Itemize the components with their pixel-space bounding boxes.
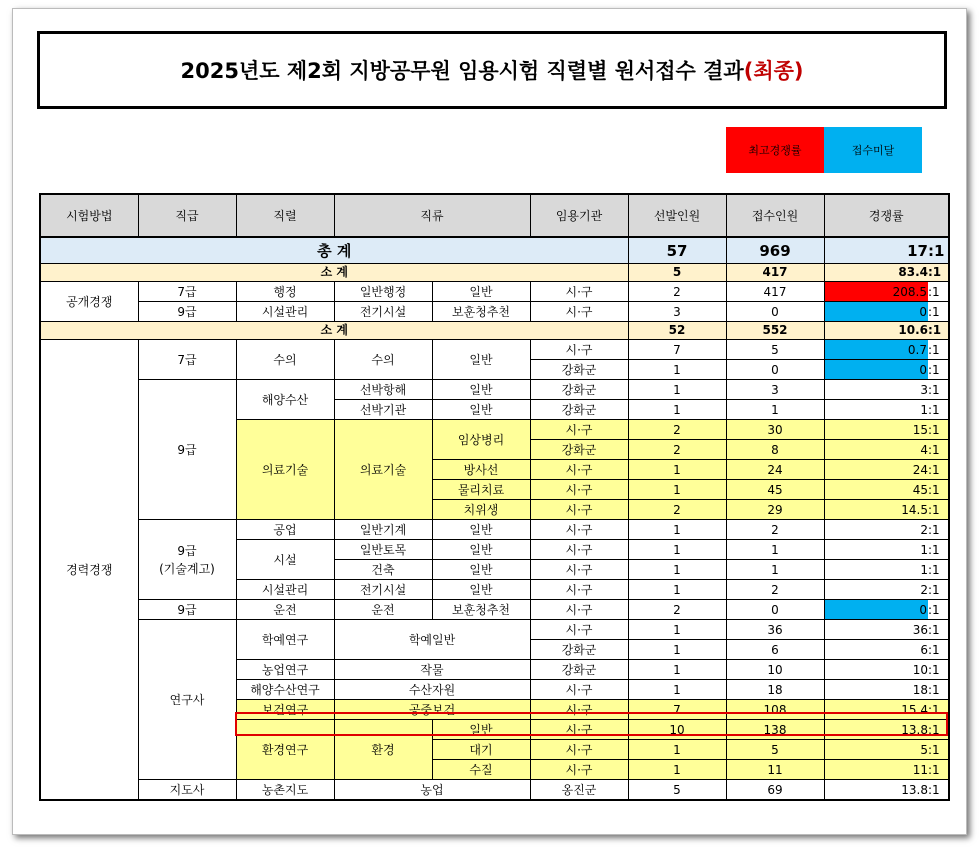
ratio-cell: 15 :1 — [824, 420, 949, 440]
agency-cell: 강화군 — [530, 660, 628, 680]
ratio-cell: 6 :1 — [824, 640, 949, 660]
selected-cell: 1 — [628, 380, 726, 400]
ratio-cell: 2 :1 — [824, 580, 949, 600]
applied-cell: 45 — [726, 480, 824, 500]
applied-cell: 69 — [726, 780, 824, 801]
selected-cell: 1 — [628, 560, 726, 580]
method-cell: 경력경쟁 — [40, 340, 138, 801]
subtotal-row — [40, 264, 949, 282]
class-cell: 일반기계 — [334, 520, 432, 540]
ratio-cell: 1 :1 — [824, 560, 949, 580]
applied-cell: 108 — [726, 700, 824, 720]
total-applied: 969 — [726, 237, 824, 264]
agency-cell: 강화군 — [530, 380, 628, 400]
header-applied: 접수인원 — [726, 194, 824, 237]
agency-cell: 시·구 — [530, 680, 628, 700]
applied-cell: 0 — [726, 360, 824, 380]
agency-cell: 강화군 — [530, 360, 628, 380]
subtotal-applied: 552 — [726, 322, 824, 340]
ratio-cell: 5 :1 — [824, 740, 949, 760]
sub-cell: 일반 — [432, 380, 530, 400]
total-selected: 57 — [628, 237, 726, 264]
applied-cell: 8 — [726, 440, 824, 460]
ratio-cell: 0 :1 — [824, 302, 949, 322]
applied-cell: 29 — [726, 500, 824, 520]
class-cell: 선박항해 — [334, 380, 432, 400]
selected-cell: 7 — [628, 340, 726, 360]
series-cell: 의료기술 — [236, 420, 334, 520]
selected-cell: 1 — [628, 640, 726, 660]
series-cell: 시설관리 — [236, 580, 334, 600]
class-cell: 의료기술 — [334, 420, 432, 520]
class-cell: 운전 — [334, 600, 432, 620]
title-main: 2025년도 제2회 지방공무원 임용시험 직렬별 원서접수 결과 — [180, 59, 744, 83]
table-row — [40, 302, 949, 322]
applied-cell: 138 — [726, 720, 824, 740]
selected-cell: 5 — [628, 780, 726, 801]
ratio-cell: 15.4 :1 — [824, 700, 949, 720]
agency-cell: 시·구 — [530, 340, 628, 360]
ratio-cell: 13.8 :1 — [824, 780, 949, 801]
applied-cell: 6 — [726, 640, 824, 660]
class-cell: 학예일반 — [334, 620, 530, 660]
subtotal-selected: 5 — [628, 264, 726, 282]
total-row — [40, 237, 949, 264]
series-cell: 농업연구 — [236, 660, 334, 680]
agency-cell: 시·구 — [530, 740, 628, 760]
agency-cell: 시·구 — [530, 580, 628, 600]
class-cell: 환경 — [334, 720, 432, 780]
series-cell: 수의 — [236, 340, 334, 380]
grade-cell: 7급 — [138, 282, 236, 302]
agency-cell: 시·구 — [530, 302, 628, 322]
series-cell: 시설관리 — [236, 302, 334, 322]
sub-cell: 물리치료 — [432, 480, 530, 500]
sub-cell: 일반 — [432, 720, 530, 740]
total-ratio: 17 :1 — [824, 237, 949, 264]
agency-cell: 시·구 — [530, 600, 628, 620]
series-cell: 해양수산연구 — [236, 680, 334, 700]
grade-cell: 9급 — [138, 600, 236, 620]
sub-cell: 방사선 — [432, 460, 530, 480]
selected-cell: 2 — [628, 440, 726, 460]
total-label: 총 계 — [40, 237, 628, 264]
selected-cell: 1 — [628, 520, 726, 540]
ratio-cell: 4 :1 — [824, 440, 949, 460]
selected-cell: 1 — [628, 680, 726, 700]
ratio-cell: 10 :1 — [824, 660, 949, 680]
class-cell: 건축 — [334, 560, 432, 580]
subtotal-applied: 417 — [726, 264, 824, 282]
grade-cell: 7급 — [138, 340, 236, 380]
grade-line-2: (기술계고) — [159, 561, 215, 576]
applied-cell: 0 — [726, 302, 824, 322]
ratio-cell: 45 :1 — [824, 480, 949, 500]
sub-cell: 일반 — [432, 520, 530, 540]
selected-cell: 1 — [628, 580, 726, 600]
grade-cell: 지도사 — [138, 780, 236, 801]
agency-cell: 시·구 — [530, 420, 628, 440]
subtotal-label: 소 계 — [40, 264, 628, 282]
selected-cell: 1 — [628, 360, 726, 380]
table-row — [40, 380, 949, 400]
class-cell: 일반토목 — [334, 540, 432, 560]
agency-cell: 시·구 — [530, 620, 628, 640]
series-cell: 보건연구 — [236, 700, 334, 720]
ratio-cell: 11 :1 — [824, 760, 949, 780]
selected-cell: 2 — [628, 500, 726, 520]
selected-cell: 1 — [628, 740, 726, 760]
agency-cell: 강화군 — [530, 400, 628, 420]
ratio-cell: 2 :1 — [824, 520, 949, 540]
class-cell: 공중보건 — [334, 700, 530, 720]
page-title — [37, 31, 947, 109]
header-selected: 선발인원 — [628, 194, 726, 237]
selected-cell: 1 — [628, 460, 726, 480]
selected-cell: 1 — [628, 480, 726, 500]
series-cell: 행정 — [236, 282, 334, 302]
method-cell: 공개경쟁 — [40, 282, 138, 322]
agency-cell: 시·구 — [530, 700, 628, 720]
table-row — [40, 600, 949, 620]
sub-cell: 치위생 — [432, 500, 530, 520]
class-cell: 전기시설 — [334, 580, 432, 600]
selected-cell: 10 — [628, 720, 726, 740]
agency-cell: 시·구 — [530, 760, 628, 780]
series-cell: 공업 — [236, 520, 334, 540]
ratio-cell: 24 :1 — [824, 460, 949, 480]
selected-cell: 2 — [628, 420, 726, 440]
selected-cell: 1 — [628, 660, 726, 680]
agency-cell: 강화군 — [530, 640, 628, 660]
selected-cell: 1 — [628, 540, 726, 560]
sub-cell: 보훈청추천 — [432, 302, 530, 322]
applied-cell: 1 — [726, 560, 824, 580]
applied-cell: 2 — [726, 580, 824, 600]
class-cell: 전기시설 — [334, 302, 432, 322]
sub-cell: 임상병리 — [432, 420, 530, 460]
agency-cell: 시·구 — [530, 540, 628, 560]
subtotal-label: 소 계 — [40, 322, 628, 340]
sub-cell: 일반 — [432, 560, 530, 580]
grade-cell: 연구사 — [138, 620, 236, 780]
selected-cell: 2 — [628, 600, 726, 620]
table-row — [40, 780, 949, 801]
header-class: 직류 — [334, 194, 530, 237]
agency-cell: 옹진군 — [530, 780, 628, 801]
applied-cell: 36 — [726, 620, 824, 640]
ratio-cell: 18 :1 — [824, 680, 949, 700]
selected-cell: 2 — [628, 282, 726, 302]
agency-cell: 시·구 — [530, 560, 628, 580]
ratio-cell: 13.8 :1 — [824, 720, 949, 740]
applied-cell: 30 — [726, 420, 824, 440]
ratio-cell: 208.5 :1 — [824, 282, 949, 302]
agency-cell: 시·구 — [530, 500, 628, 520]
applied-cell: 1 — [726, 400, 824, 420]
applied-cell: 10 — [726, 660, 824, 680]
header-row — [40, 194, 949, 237]
series-cell: 시설 — [236, 540, 334, 580]
grade-cell: 9급 — [138, 380, 236, 520]
applied-cell: 0 — [726, 600, 824, 620]
sub-cell: 일반 — [432, 400, 530, 420]
selected-cell: 3 — [628, 302, 726, 322]
agency-cell: 시·구 — [530, 520, 628, 540]
series-cell: 농촌지도 — [236, 780, 334, 801]
selected-cell: 1 — [628, 760, 726, 780]
header-agency: 임용기관 — [530, 194, 628, 237]
class-cell: 수산자원 — [334, 680, 530, 700]
class-cell: 수의 — [334, 340, 432, 380]
applied-cell: 24 — [726, 460, 824, 480]
class-cell: 일반행정 — [334, 282, 432, 302]
header-grade: 직급 — [138, 194, 236, 237]
sub-cell: 일반 — [432, 340, 530, 380]
grade-cell: 9급 — [138, 302, 236, 322]
subtotal-ratio: 10.6 :1 — [824, 322, 949, 340]
applied-cell: 18 — [726, 680, 824, 700]
ratio-cell: 0.7 :1 — [824, 340, 949, 360]
applied-cell: 3 — [726, 380, 824, 400]
grade-line-1: 9급 — [177, 543, 197, 558]
ratio-cell: 1 :1 — [824, 540, 949, 560]
ratio-cell: 3 :1 — [824, 380, 949, 400]
ratio-cell: 1 :1 — [824, 400, 949, 420]
sub-cell: 수질 — [432, 760, 530, 780]
ratio-cell: 36 :1 — [824, 620, 949, 640]
table-row — [40, 520, 949, 540]
class-cell: 선박기관 — [334, 400, 432, 420]
agency-cell: 시·구 — [530, 720, 628, 740]
table-row — [40, 620, 949, 640]
series-cell: 운전 — [236, 600, 334, 620]
series-cell: 학예연구 — [236, 620, 334, 660]
ratio-cell: 14.5 :1 — [824, 500, 949, 520]
agency-cell: 시·구 — [530, 282, 628, 302]
ratio-cell: 0 :1 — [824, 360, 949, 380]
class-cell: 농업 — [334, 780, 530, 801]
sub-cell: 일반 — [432, 540, 530, 560]
applied-cell: 1 — [726, 540, 824, 560]
header-ratio: 경쟁률 — [824, 194, 949, 237]
subtotal-selected: 52 — [628, 322, 726, 340]
title-final: (최종) — [743, 59, 804, 83]
subtotal-ratio: 83.4 :1 — [824, 264, 949, 282]
table-row — [40, 340, 949, 360]
applied-cell: 5 — [726, 340, 824, 360]
applied-cell: 5 — [726, 740, 824, 760]
selected-cell: 7 — [628, 700, 726, 720]
table-row — [40, 282, 949, 302]
ratio-cell: 0 :1 — [824, 600, 949, 620]
grade-cell — [138, 520, 236, 600]
agency-cell: 시·구 — [530, 480, 628, 500]
class-cell: 작물 — [334, 660, 530, 680]
series-cell: 해양수산 — [236, 380, 334, 420]
series-cell: 환경연구 — [236, 720, 334, 780]
header-series: 직렬 — [236, 194, 334, 237]
applied-cell: 417 — [726, 282, 824, 302]
legend-highest: 최고경쟁률 — [726, 127, 824, 173]
selected-cell: 1 — [628, 400, 726, 420]
legend-under: 접수미달 — [824, 127, 922, 173]
applied-cell: 11 — [726, 760, 824, 780]
applied-cell: 2 — [726, 520, 824, 540]
agency-cell: 시·구 — [530, 460, 628, 480]
header-method: 시험방법 — [40, 194, 138, 237]
agency-cell: 강화군 — [530, 440, 628, 460]
subtotal-row — [40, 322, 949, 340]
sub-cell: 일반 — [432, 282, 530, 302]
sub-cell: 일반 — [432, 580, 530, 600]
results-table — [39, 193, 950, 801]
selected-cell: 1 — [628, 620, 726, 640]
sub-cell: 대기 — [432, 740, 530, 760]
sub-cell: 보훈청추천 — [432, 600, 530, 620]
